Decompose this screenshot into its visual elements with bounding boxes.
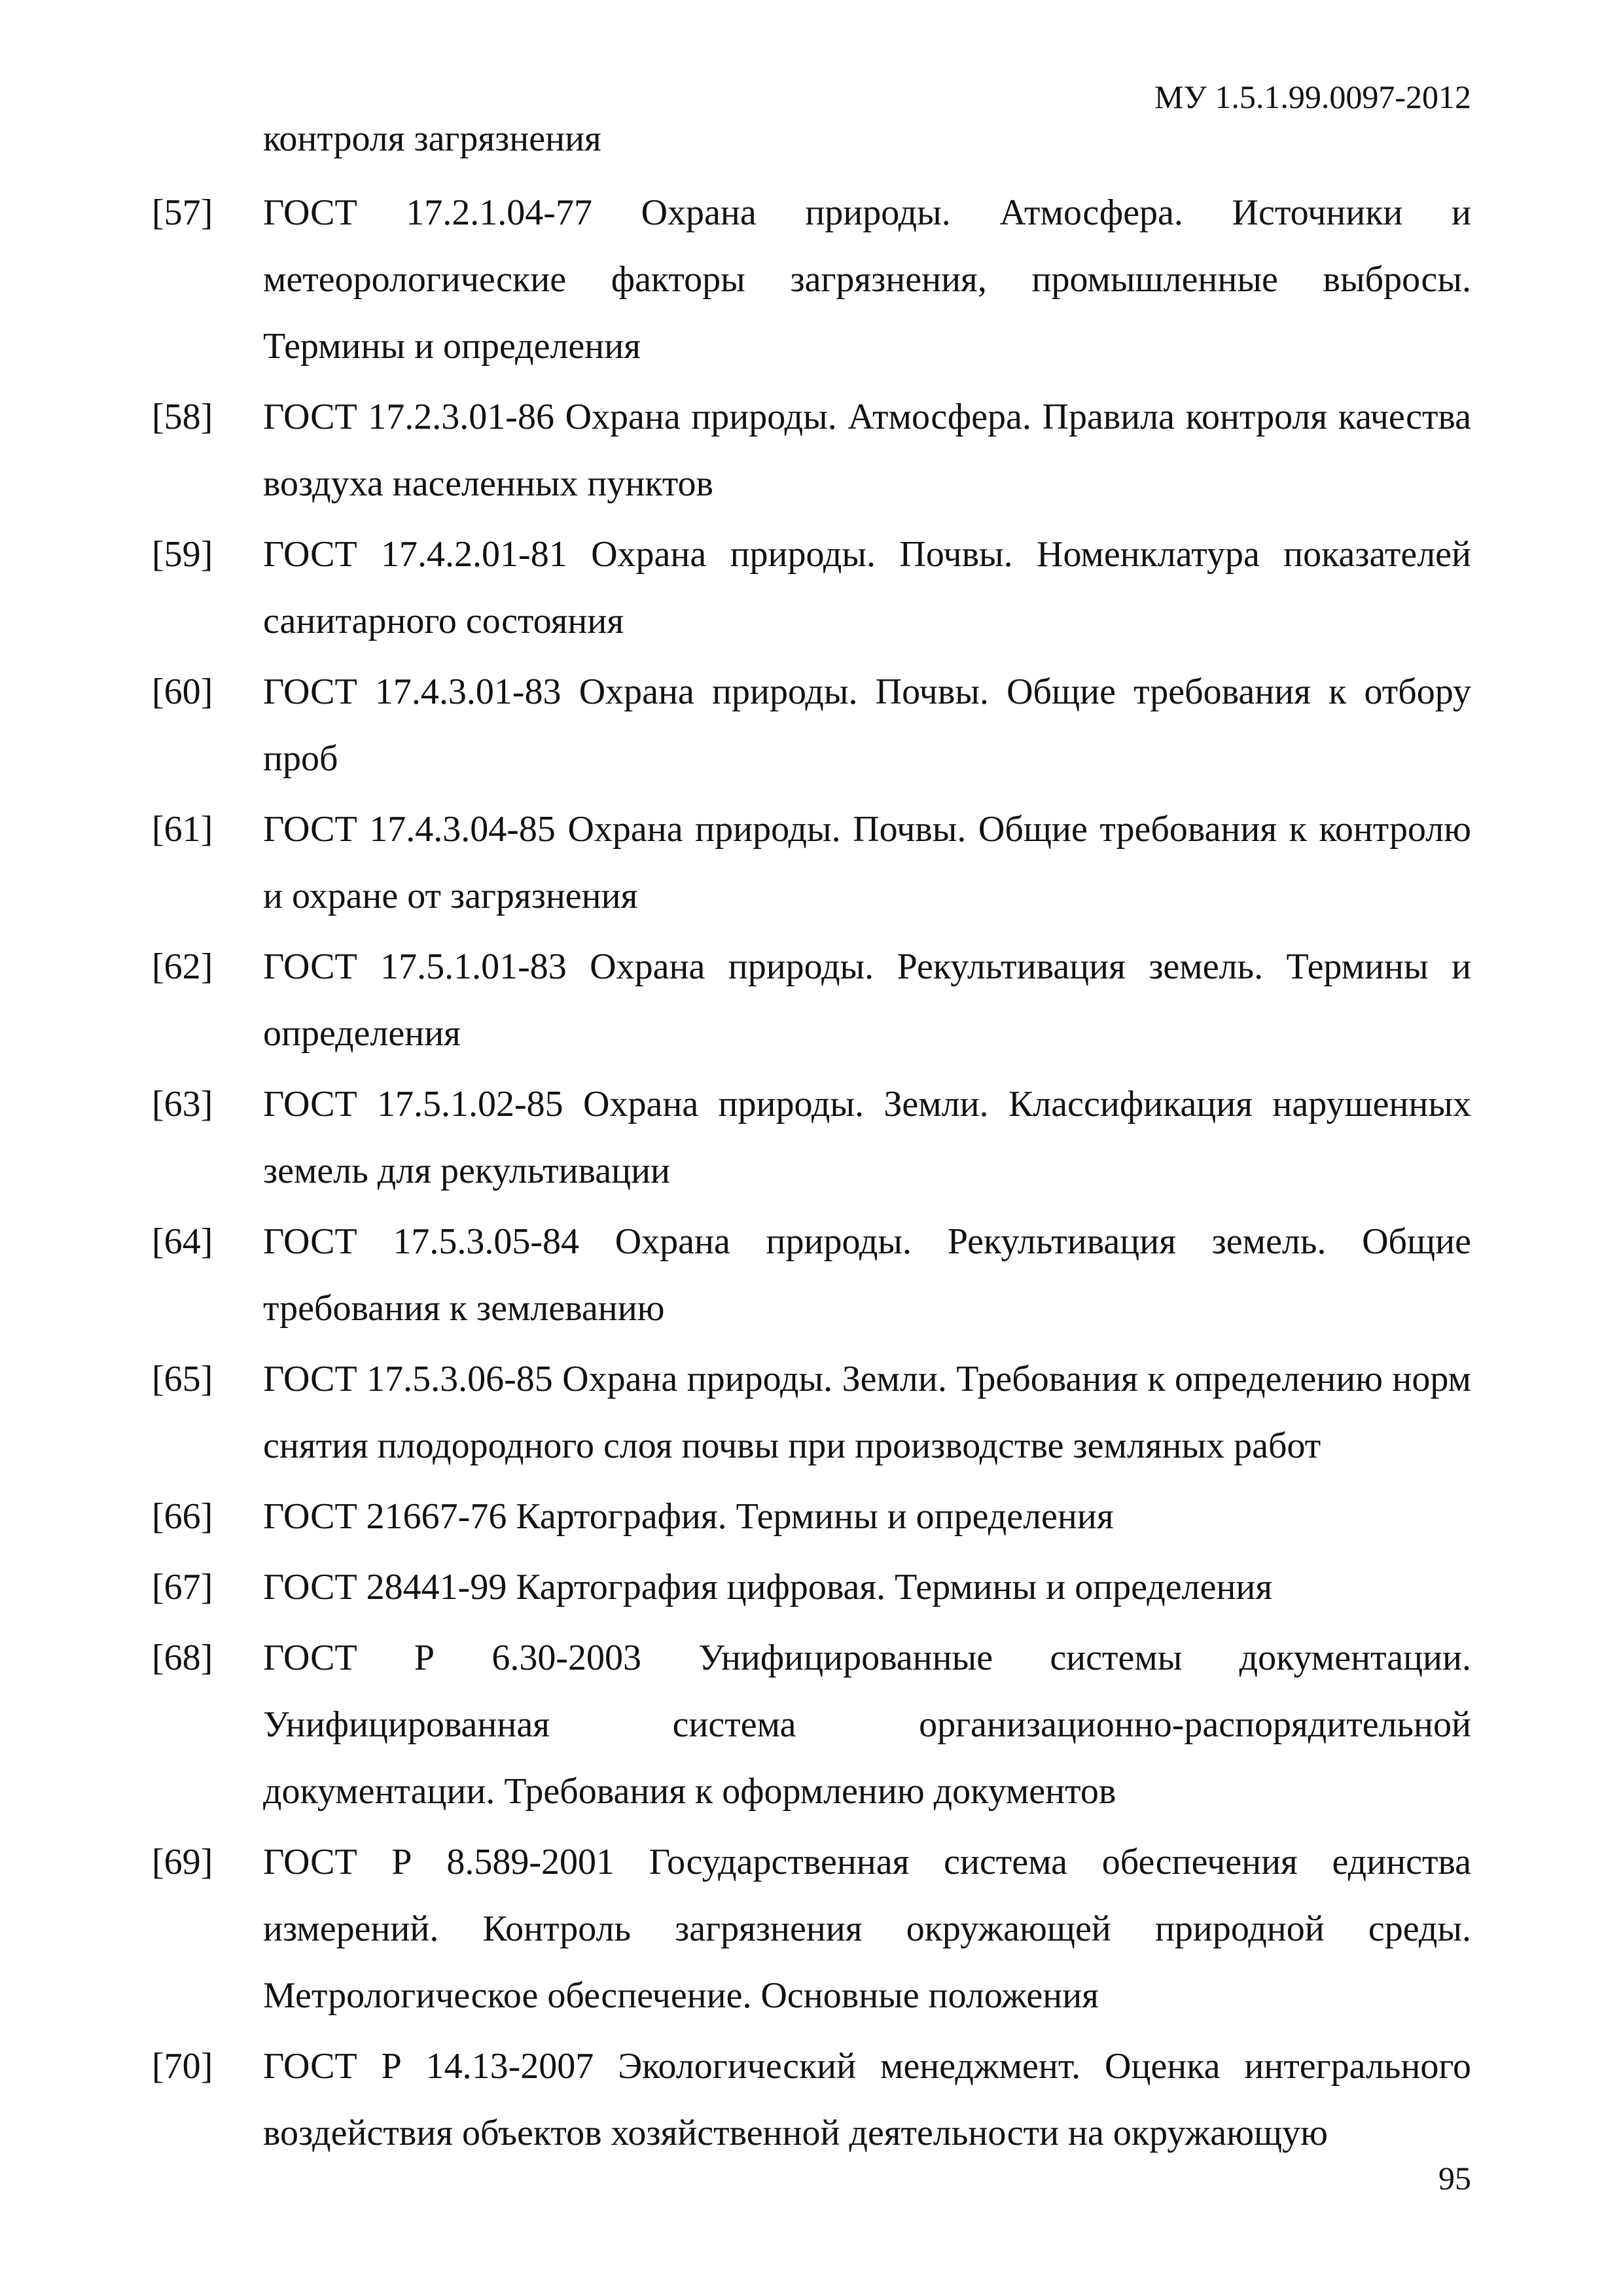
reference-item-67: [152, 1554, 1471, 1621]
reference-text: ГОСТ 17.5.1.01-83 Охрана природы. Рекультивация земель. Термины и определения: [263, 946, 1471, 1054]
reference-text: ГОСТ Р 8.589-2001 Государственная система обеспечения единства измерений. Контроль загрязнения окружающей природной среды. Метрологическое обеспечение. Основные положения: [263, 1842, 1471, 2016]
document-code-header: МУ 1.5.1.99.0097-2012: [1154, 79, 1471, 115]
reference-text: ГОСТ 28441-99 Картография цифровая. Термины и определения: [263, 1567, 1273, 1607]
reference-text: ГОСТ 21667-76 Картография. Термины и определения: [263, 1496, 1114, 1537]
reference-item-65: [152, 1346, 1471, 1479]
reference-text: ГОСТ 17.4.3.04-85 Охрана природы. Почвы. Общие требования к контролю и охране от загрязнения: [263, 809, 1471, 916]
reference-text: ГОСТ Р 14.13-2007 Экологический менеджмент. Оценка интегрального воздействия объектов хозяйственной деятельности на окружающую: [263, 2046, 1471, 2153]
reference-item-61: [152, 796, 1471, 929]
reference-item-58: [152, 384, 1471, 517]
reference-item-63: [152, 1071, 1471, 1204]
reference-item-68: [152, 1624, 1471, 1825]
reference-number: [67]: [152, 1567, 213, 1607]
reference-item-69: [152, 1829, 1471, 2029]
reference-text: ГОСТ 17.4.2.01-81 Охрана природы. Почвы. Номенклатура показателей санитарного состояния: [263, 534, 1471, 641]
reference-text: ГОСТ Р 6.30-2003 Унифицированные системы документации. Унифицированная система организационно-распорядительной документации. Требования к оформлению документов: [263, 1638, 1471, 1812]
reference-text: ГОСТ 17.5.1.02-85 Охрана природы. Земли. Классификация нарушенных земель для рекультивации: [263, 1084, 1471, 1191]
reference-item-66: [152, 1483, 1471, 1550]
reference-item-64: [152, 1208, 1471, 1342]
reference-item-62: [152, 933, 1471, 1067]
reference-item-59: [152, 521, 1471, 655]
reference-text: ГОСТ 17.2.3.01-86 Охрана природы. Атмосфера. Правила контроля качества воздуха населенных пунктов: [263, 397, 1471, 504]
reference-number: [70]: [152, 2046, 213, 2087]
reference-item-60: [152, 658, 1471, 792]
reference-number: [62]: [152, 946, 213, 987]
reference-text: ГОСТ 17.2.1.04-77 Охрана природы. Атмосфера. Источники и метеорологические факторы загрязнения, промышленные выбросы. Термины и определения: [263, 192, 1471, 367]
reference-item-70: [152, 2033, 1471, 2166]
page-number: 95: [1438, 2160, 1471, 2197]
reference-number: [66]: [152, 1496, 213, 1537]
reference-number: [64]: [152, 1221, 213, 1262]
reference-text: ГОСТ 17.5.3.05-84 Охрана природы. Рекультивация земель. Общие требования к землеванию: [263, 1221, 1471, 1329]
reference-number: [59]: [152, 534, 213, 575]
reference-number: [69]: [152, 1842, 213, 1882]
reference-number: [68]: [152, 1638, 213, 1678]
reference-number: [65]: [152, 1359, 213, 1399]
reference-text: ГОСТ 17.5.3.06-85 Охрана природы. Земли. Требования к определению норм снятия плодородного слоя почвы при производстве земляных работ: [263, 1359, 1471, 1466]
reference-number: [63]: [152, 1084, 213, 1124]
continuation-text: контроля загрязнения: [263, 118, 601, 159]
reference-number: [57]: [152, 192, 213, 233]
reference-list: [152, 179, 1471, 2170]
reference-item-57: [152, 179, 1471, 380]
reference-number: [58]: [152, 397, 213, 437]
reference-number: [61]: [152, 809, 213, 850]
reference-text: ГОСТ 17.4.3.01-83 Охрана природы. Почвы. Общие требования к отбору проб: [263, 672, 1471, 779]
reference-number: [60]: [152, 672, 213, 712]
